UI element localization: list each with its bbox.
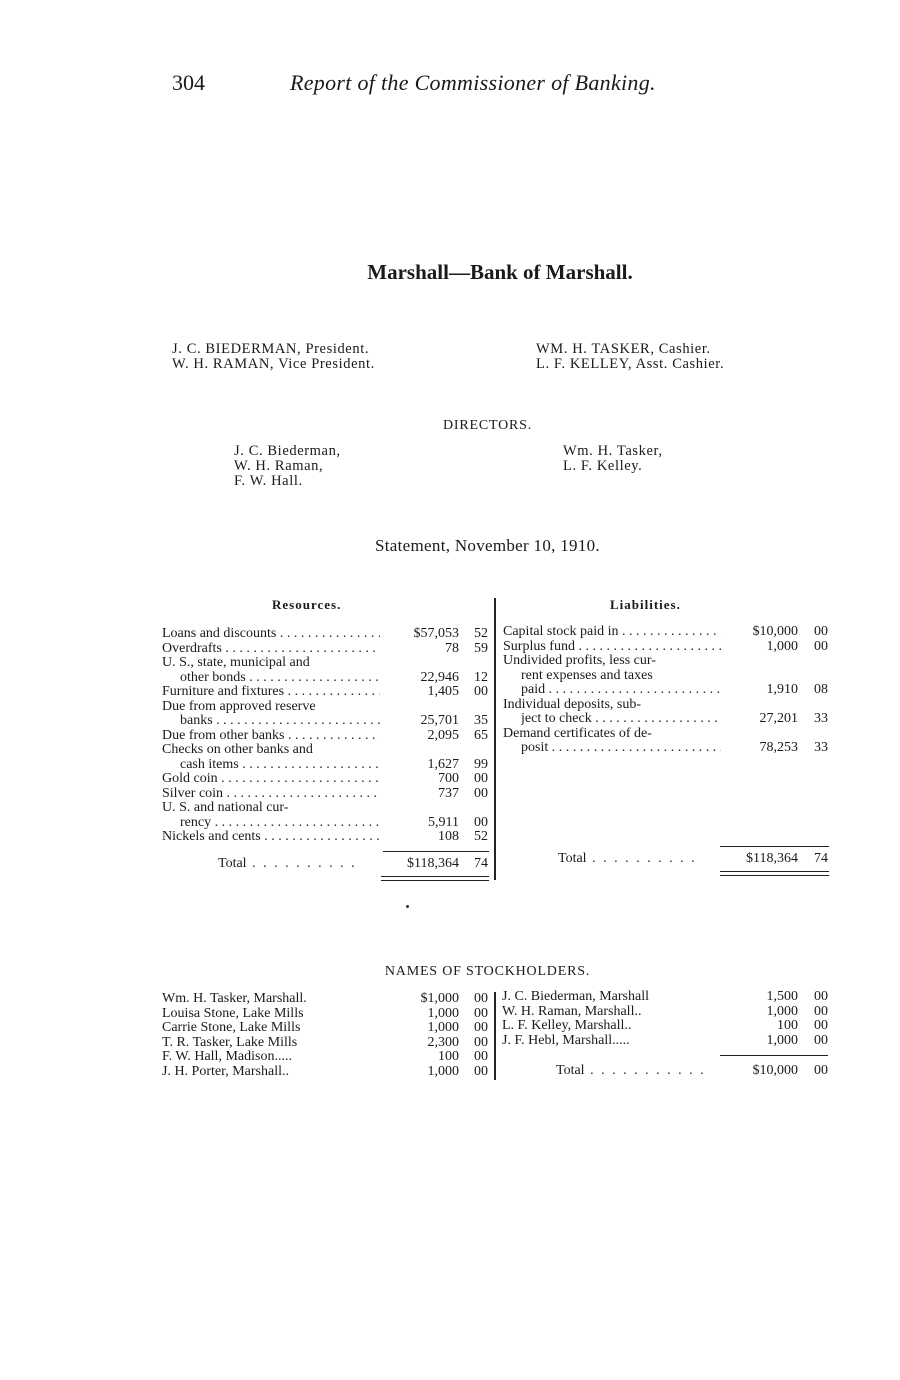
ledger-cents: 00: [814, 624, 828, 639]
ledger-row: [503, 683, 829, 698]
stockholders-total-rule: [720, 1055, 828, 1056]
ledger-cents: 33: [814, 711, 828, 726]
liabilities-total-rule: [720, 846, 829, 847]
ledger-label: Individual deposits, sub-: [503, 697, 642, 712]
stockholder-dollars: 1,000: [766, 1003, 798, 1019]
ledger-row: [162, 685, 490, 700]
ledger-cents: 00: [474, 785, 488, 801]
leader-dots: [545, 683, 721, 697]
ledger-label: posit . . .: [521, 741, 721, 756]
ledger-label: Surplus fund . . .: [503, 640, 721, 655]
ledger-dollars: 27,201: [759, 711, 798, 726]
ledger-dollars: 1,000: [766, 638, 798, 654]
ledger-dollars: 25,701: [420, 713, 459, 728]
ledger-dollars: 108: [438, 829, 459, 844]
resources-table: [162, 627, 490, 845]
ledger-cents: 00: [474, 814, 488, 830]
stockholder-dollars: $1,000: [420, 991, 459, 1006]
resources-double-rule: [381, 880, 489, 881]
ledger-label: Nickels and cents . . .: [162, 830, 380, 845]
stockholder-row: [502, 1034, 828, 1049]
ledger-dollars: 2,095: [427, 727, 459, 743]
liabilities-double-rule: [720, 875, 829, 876]
stockholder-dollars: 1,500: [766, 989, 798, 1004]
ledger-dollars: 5,911: [428, 814, 459, 830]
stockholder-cents: 00: [474, 1063, 488, 1079]
ledger-cents: 52: [474, 626, 488, 641]
ledger-label: Due from approved reserve: [162, 699, 316, 714]
ledger-cents: 00: [814, 638, 828, 654]
ledger-row: [162, 671, 490, 686]
ledger-cents: 59: [474, 640, 488, 656]
leader-dots: [222, 642, 380, 656]
ledger-label: U. S., state, municipal and: [162, 656, 310, 670]
directors-heading: DIRECTORS.: [442, 418, 533, 433]
leader-dots: [211, 816, 380, 830]
director-name: W. H. Raman,: [234, 458, 324, 474]
ledger-label: cash items . . .: [180, 758, 380, 773]
ledger-row: [503, 654, 829, 669]
stockholder-cents: 00: [814, 1018, 828, 1033]
stockholders-total-dollars: $10,000: [752, 1063, 798, 1078]
stockholder-cents: 00: [814, 1003, 828, 1019]
ledger-label: paid . . .: [521, 683, 721, 698]
leader-dots: [284, 729, 380, 743]
director-name: J. C. Biederman,: [234, 443, 341, 459]
ledger-row: [162, 758, 490, 773]
stockholder-dollars: 100: [777, 1018, 798, 1033]
liabilities-table: [503, 625, 829, 756]
stockholder-name: Wm. H. Tasker, Marshall.: [162, 992, 307, 1006]
director-name: Wm. H. Tasker,: [563, 443, 663, 459]
print-speck: [406, 905, 409, 908]
ledger-row: [162, 700, 490, 715]
stockholder-name: W. H. Raman, Marshall..: [502, 1004, 642, 1019]
leader-dots: [548, 741, 721, 755]
ledger-cents: 33: [814, 740, 828, 755]
leader-dots: [575, 640, 721, 654]
ledger-label: rent expenses and taxes: [521, 668, 653, 683]
ledger-cents: 12: [474, 669, 488, 685]
leader-dots: [223, 787, 380, 801]
ledger-cents: 00: [474, 684, 488, 699]
stockholders-divider: [494, 992, 496, 1080]
ledger-dollars: 737: [438, 785, 459, 801]
ledger-label: Capital stock paid in . . .: [503, 625, 721, 640]
ledger-row: [162, 816, 490, 831]
stockholder-row: [502, 1005, 828, 1020]
stockholder-cents: 00: [814, 989, 828, 1004]
ledger-dollars: 22,946: [420, 669, 459, 685]
ledger-label: Checks on other banks and: [162, 743, 313, 757]
director-name: L. F. Kelley.: [563, 458, 643, 474]
ledger-row: [503, 727, 829, 742]
ledger-row: [162, 743, 490, 758]
resources-total-dollars: $118,364: [407, 856, 459, 871]
leader-dots: [261, 830, 380, 844]
ledger-dollars: 1,627: [427, 756, 459, 772]
stockholder-dollars: 100: [438, 1049, 459, 1064]
ledger-cents: 52: [474, 829, 488, 844]
stockholder-name: L. F. Kelley, Marshall..: [502, 1019, 632, 1033]
stockholder-name: F. W. Hall, Madison.....: [162, 1050, 292, 1064]
resources-total-cents: 74: [474, 856, 488, 871]
resources-heading: Resources.: [272, 597, 342, 612]
ledger-dollars: 78: [445, 640, 459, 656]
ledger-row: [162, 642, 490, 657]
officer-president: J. C. BIEDERMAN, President.: [172, 341, 370, 357]
ledger-row: [503, 712, 829, 727]
ledger-cents: 65: [474, 727, 488, 743]
stockholder-row: [502, 1019, 828, 1034]
resources-total-rule: [383, 851, 489, 852]
liabilities-double-rule: [720, 871, 829, 872]
ledger-label: Undivided profits, less cur-: [503, 654, 656, 668]
stockholders-right-list: [502, 990, 828, 1048]
ledger-row: [162, 729, 490, 744]
leader-dots: [276, 627, 380, 641]
bank-title: Marshall—Bank of Marshall.: [367, 260, 633, 284]
leader-dots: [592, 712, 721, 726]
ledger-row: [503, 640, 829, 655]
stockholder-row: [162, 1036, 490, 1051]
stockholder-row: [162, 1065, 490, 1080]
stockholder-name: J. H. Porter, Marshall..: [162, 1064, 289, 1079]
stockholder-cents: 00: [474, 1005, 488, 1021]
liabilities-total-cents: 74: [814, 851, 828, 866]
stockholder-cents: 00: [474, 991, 488, 1006]
ledger-label: other bonds . . .: [180, 671, 380, 686]
stockholders-heading: NAMES OF STOCKHOLDERS.: [384, 964, 591, 979]
running-title: Report of the Commissioner of Banking.: [290, 70, 656, 95]
ledger-cents: 99: [474, 756, 488, 772]
ledger-label: Demand certificates of de-: [503, 726, 652, 741]
stockholder-dollars: 1,000: [427, 1005, 459, 1021]
stockholders-total-label: Total . . . . . . . . . . .: [556, 1063, 706, 1078]
stockholder-name: Louisa Stone, Lake Mills: [162, 1006, 304, 1021]
page-number: 304: [172, 70, 205, 95]
ledger-label: rency . . .: [180, 816, 380, 831]
stockholder-dollars: 1,000: [766, 1032, 798, 1048]
ledger-label: ject to check . . .: [521, 712, 721, 727]
stockholder-cents: 00: [474, 1020, 488, 1035]
ledger-cents: 00: [474, 771, 488, 786]
ledger-label: Loans and discounts . . .: [162, 627, 380, 642]
ledger-row: [503, 625, 829, 640]
ledger-row: [503, 669, 829, 684]
ledger-label: Due from other banks . . .: [162, 729, 380, 744]
stockholder-row: [162, 1007, 490, 1022]
ledger-cents: 35: [474, 713, 488, 728]
stockholder-dollars: 2,300: [427, 1034, 459, 1050]
ledger-label: Overdrafts . . .: [162, 642, 380, 657]
stockholders-total-cents: 00: [814, 1063, 828, 1078]
ledger-dollars: 1,910: [766, 682, 798, 697]
leader-dots: [618, 625, 721, 639]
stockholder-cents: 00: [814, 1032, 828, 1048]
ledger-label: Furniture and fixtures . . .: [162, 685, 380, 700]
stockholder-cents: 00: [474, 1034, 488, 1050]
stockholder-row: [502, 990, 828, 1005]
leader-dots: [246, 671, 380, 685]
ledger-row: [162, 627, 490, 642]
stockholder-name: Carrie Stone, Lake Mills: [162, 1021, 301, 1035]
liabilities-total-label: Total . . . . . . . . . .: [558, 851, 697, 866]
leader-dots: [213, 714, 380, 728]
resources-double-rule: [381, 876, 489, 877]
liabilities-heading: Liabilities.: [610, 597, 681, 612]
ledger-dollars: $10,000: [752, 624, 798, 639]
column-divider: [494, 598, 496, 880]
liabilities-total-dollars: $118,364: [746, 851, 798, 866]
director-name: F. W. Hall.: [234, 473, 303, 489]
ledger-label: banks . . .: [180, 714, 380, 729]
ledger-row: [503, 741, 829, 756]
resources-total-label: Total . . . . . . . . . .: [218, 856, 357, 871]
leader-dots: [239, 758, 380, 772]
leader-dots: [284, 685, 380, 699]
ledger-dollars: 700: [438, 771, 459, 786]
ledger-label: Silver coin . . .: [162, 787, 380, 802]
stockholder-dollars: 1,000: [427, 1063, 459, 1079]
officer-asst-cashier: L. F. KELLEY, Asst. Cashier.: [536, 356, 725, 372]
stockholder-row: [162, 992, 490, 1007]
ledger-cents: 08: [814, 682, 828, 697]
ledger-label: Gold coin . . .: [162, 772, 380, 787]
stockholder-row: [162, 1050, 490, 1065]
ledger-dollars: 78,253: [759, 740, 798, 755]
stockholder-name: J. F. Hebl, Marshall.....: [502, 1033, 630, 1048]
statement-title: Statement, November 10, 1910.: [375, 536, 600, 555]
ledger-dollars: 1,405: [427, 684, 459, 699]
ledger-row: [162, 772, 490, 787]
stockholder-cents: 00: [474, 1049, 488, 1064]
officer-vice-president: W. H. RAMAN, Vice President.: [172, 356, 375, 372]
stockholder-row: [162, 1021, 490, 1036]
stockholder-name: T. R. Tasker, Lake Mills: [162, 1035, 298, 1050]
ledger-row: [162, 830, 490, 845]
stockholder-dollars: 1,000: [427, 1020, 459, 1035]
ledger-label: U. S. and national cur-: [162, 801, 289, 815]
ledger-row: [162, 656, 490, 671]
ledger-dollars: $57,053: [413, 626, 459, 641]
leader-dots: [218, 772, 380, 786]
ledger-row: [162, 801, 490, 816]
ledger-row: [162, 714, 490, 729]
ledger-row: [503, 698, 829, 713]
ledger-row: [162, 787, 490, 802]
officer-cashier: WM. H. TASKER, Cashier.: [536, 341, 711, 357]
stockholders-left-list: [162, 992, 490, 1079]
stockholder-name: J. C. Biederman, Marshall: [502, 990, 649, 1004]
